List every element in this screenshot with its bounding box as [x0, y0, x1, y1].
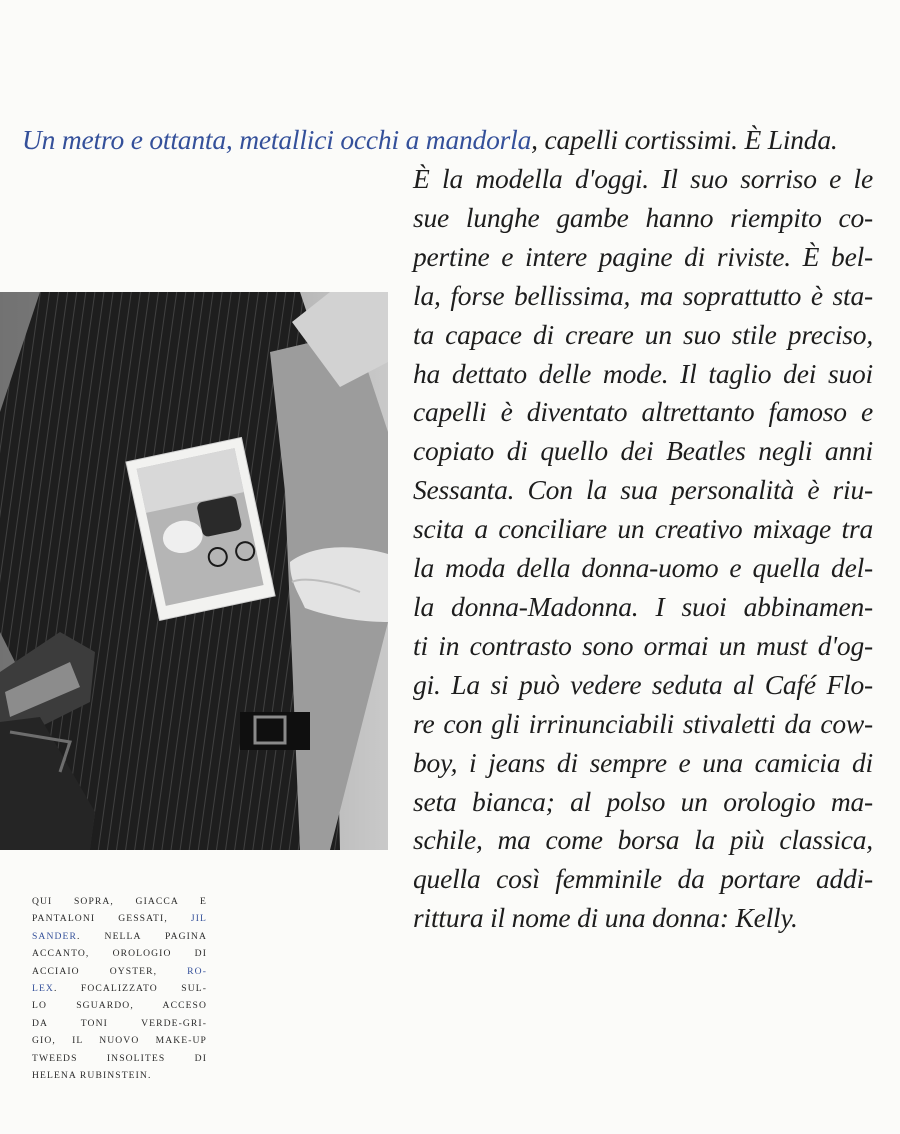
body-line: capelli è diventato altrettanto famoso e — [413, 396, 873, 428]
caption-line — [32, 1050, 207, 1067]
body-line: Sessanta. Con la sua personalità è riu- — [413, 474, 873, 506]
body-line: la, forse bellissima, ma soprattutto è sta- — [413, 279, 873, 311]
lead-sentence — [22, 122, 892, 158]
caption-brand: JIL — [190, 913, 207, 925]
body-line: schile, ma come borsa la più classica, — [413, 824, 873, 856]
caption-line — [32, 928, 207, 945]
caption-text: QUI SOPRA, GIACCA E — [32, 896, 207, 907]
caption-text: HELENA RUBINSTEIN. — [32, 1070, 152, 1082]
body-line: È la modella d'oggi. Il suo sorriso e le — [413, 163, 873, 194]
body-line: gi. La si può vedere seduta al Café Flo- — [413, 668, 873, 700]
caption-brand: RO- — [187, 965, 207, 977]
caption-brand: SANDER — [32, 930, 77, 942]
body-line: la moda della donna-uomo e quella del- — [413, 552, 873, 584]
caption-line — [32, 1015, 207, 1032]
caption-line — [32, 980, 207, 997]
lead-rest: , capelli cortissimi. È Linda. — [531, 124, 838, 155]
caption-text: GIO, IL NUOVO MAKE-UP — [32, 1035, 207, 1047]
caption-text: ACCANTO, OROLOGIO DI — [32, 948, 207, 960]
body-line: la donna-Madonna. I suoi abbinamen- — [413, 590, 873, 622]
caption-line — [32, 893, 207, 910]
caption-line — [32, 910, 207, 927]
article-body — [413, 160, 873, 938]
body-line: pertine e intere pagine di riviste. È bel- — [413, 240, 873, 272]
body-line: ha dettato delle mode. Il taglio dei suoi — [413, 357, 873, 389]
body-line: quella così femminile da portare addi- — [413, 863, 873, 895]
caption-text: LO SGUARDO, ACCESO — [32, 1000, 207, 1012]
caption-text: . NELLA PAGINA — [76, 930, 207, 942]
body-line: sue lunghe gambe hanno riempito co- — [413, 201, 873, 233]
body-line: rittura il nome di una donna: Kelly. — [413, 902, 798, 934]
caption-text: . FOCALIZZATO SUL- — [53, 983, 207, 995]
photo-illustration — [0, 292, 388, 850]
caption-line — [32, 945, 207, 962]
caption-line — [32, 1032, 207, 1049]
caption-text: TWEEDS INSOLITES DI — [32, 1052, 207, 1064]
body-line: scita a conciliare un creativo mixage tra — [413, 513, 873, 545]
caption-brand: LEX — [32, 983, 54, 995]
caption-line — [32, 997, 207, 1014]
body-line: boy, i jeans di sempre e una camicia di — [413, 746, 873, 778]
body-line: ti in contrasto sono ormai un must d'og- — [413, 629, 873, 661]
caption-text: PANTALONI GESSATI, — [32, 913, 191, 925]
photo-caption — [32, 893, 207, 1084]
caption-text: ACCIAIO OYSTER, — [32, 965, 188, 977]
fashion-photo — [0, 292, 388, 850]
caption-line — [32, 963, 207, 980]
lead-highlight: Un metro e ottanta, metallici occhi a mandorla — [22, 124, 532, 155]
body-line: copiato di quello dei Beatles negli anni — [413, 435, 873, 467]
body-line: ta capace di creare un suo stile preciso, — [413, 318, 873, 350]
caption-line — [32, 1067, 207, 1084]
body-line: re con gli irrinunciabili stivaletti da cow- — [413, 707, 873, 739]
body-line: seta bianca; al polso un orologio ma- — [413, 785, 873, 817]
caption-text: DA TONI VERDE-GRI- — [32, 1017, 207, 1029]
